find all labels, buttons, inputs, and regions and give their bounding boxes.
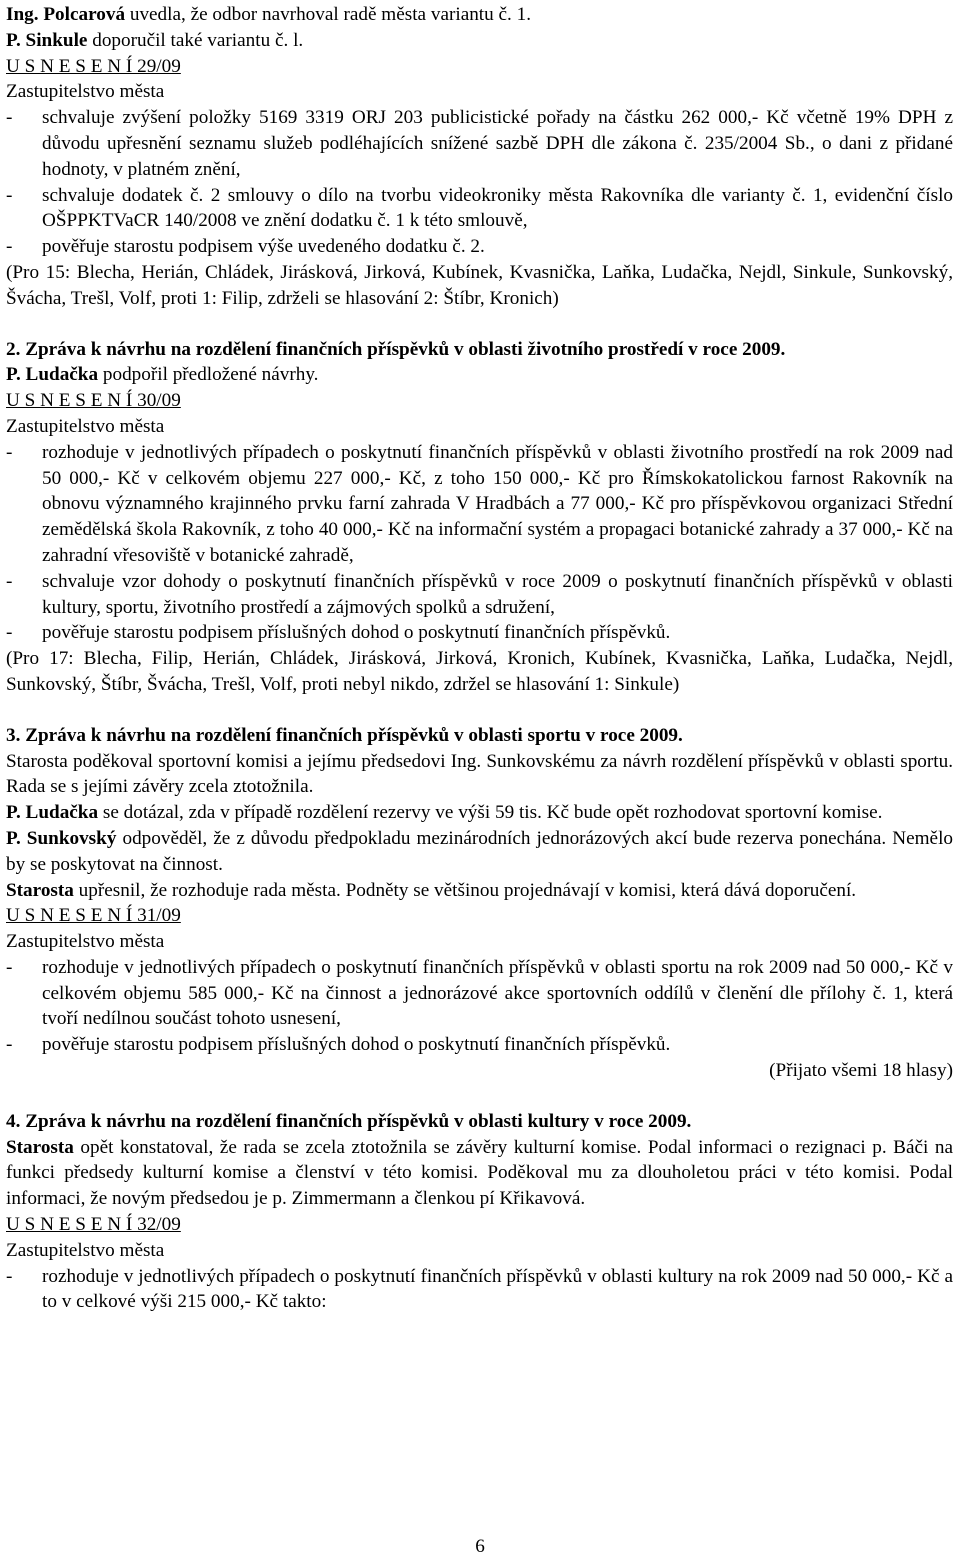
list-item — [6, 955, 953, 1032]
paragraph-text: podpořil předložené návrhy. — [98, 364, 319, 386]
list-item — [6, 234, 953, 260]
paragraph-ludacka — [6, 362, 953, 388]
list-item-text: rozhoduje v jednotlivých případech o poskytnutí finančních příspěvků v oblasti životního prostředí na rok 2009 nad 50 000,- Kč v celkovém objemu 227 000,- Kč, z toho 150 000,- Kč pro Římskokatolickou farnost Rakovník na obnovu významného krajinného prvku farní zahrada V Hradbách a 77 000,- Kč pro příspěvkovou organizaci Střední zemědělská škola Rakovník, z toho 40 000,- Kč na informační systém a propagaci botanické zahrady a 37 000,- Kč na zahradní vřesoviště v botanické zahradě, — [42, 441, 953, 566]
list-dash: - — [6, 441, 13, 463]
resolution-31-council: Zastupitelstvo města — [6, 931, 165, 953]
speaker-name: P. Ludačka — [6, 802, 99, 824]
list-item — [6, 569, 953, 621]
section-2-heading: 2. Zpráva k návrhu na rozdělení finančních příspěvků v oblasti životního prostředí v roce 2009. — [6, 338, 786, 360]
resolution-31-vote: (Přijato všemi 18 hlasy) — [769, 1060, 953, 1082]
paragraph-text: se dotázal, zda v případě rozdělení rezervy ve výši 59 tis. Kč bude opět rozhodovat sportovní komise. — [98, 802, 883, 824]
speaker-name: Starosta — [6, 879, 74, 901]
list-item-text: schvaluje vzor dohody o poskytnutí finančních příspěvků v roce 2009 o poskytnutí finančních příspěvků v oblasti kultury, sportu, životního prostředí a zájmových spolků a sdružení, — [42, 570, 953, 618]
resolution-32-council: Zastupitelstvo města — [6, 1239, 165, 1261]
section-3-heading: 3. Zpráva k návrhu na rozdělení finančních příspěvků v oblasti sportu v roce 2009. — [6, 724, 683, 746]
page-number: 6 — [475, 1536, 485, 1557]
resolution-32-heading: U S N E S E N Í 32/09 — [6, 1214, 181, 1236]
list-dash: - — [6, 622, 13, 644]
paragraph-sunkovsky — [6, 826, 953, 878]
speaker-name: Starosta — [6, 1136, 74, 1158]
list-item-text: schvaluje dodatek č. 2 smlouvy o dílo na tvorbu videokroniky města Rakovníka dle varianty č. 1, evidenční číslo OŠPPKTVaCR 140/2008 ve znění dodatku č. 1 k této smlouvě, — [42, 184, 953, 232]
list-item — [6, 620, 953, 646]
list-dash: - — [6, 107, 13, 129]
speaker-name: P. Sunkovský — [6, 827, 117, 849]
list-dash: - — [6, 1034, 13, 1056]
list-item — [6, 440, 953, 569]
resolution-30-vote: (Pro 17: Blecha, Filip, Herián, Chládek, Jirásková, Jirková, Kronich, Kubínek, Kvasnička, Laňka, Ludačka, Nejdl, Sunkovský, Štíbr, Švácha, Trešl, Volf, proti nebyl nikdo, zdržel se hlasování 1: Sinkule) — [6, 648, 953, 695]
paragraph-ludacka — [6, 800, 953, 826]
list-item-text: pověřuje starostu podpisem příslušných dohod o poskytnutí finančních příspěvků. — [42, 622, 671, 644]
resolution-31-heading: U S N E S E N Í 31/09 — [6, 905, 181, 927]
list-item — [6, 105, 953, 182]
list-item-text: pověřuje starostu podpisem příslušných dohod o poskytnutí finančních příspěvků. — [42, 1034, 671, 1056]
paragraph-starosta: Starosta poděkoval sportovní komisi a jejímu předsedovi Ing. Sunkovskému za návrh rozdělení příspěvků v oblasti sportu. Rada se s jejími závěry zcela ztotožnila. — [6, 750, 953, 798]
resolution-30-council: Zastupitelstvo města — [6, 415, 165, 437]
resolution-30-heading: U S N E S E N Í 30/09 — [6, 390, 181, 412]
speaker-name: P. Ludačka — [6, 364, 99, 386]
resolution-29-council: Zastupitelstvo města — [6, 81, 165, 103]
list-item-text: rozhoduje v jednotlivých případech o poskytnutí finančních příspěvků v oblasti kultury na rok 2009 nad 50 000,- Kč a to v celkové výši 215 000,- Kč takto: — [42, 1265, 953, 1313]
list-item-text: schvaluje zvýšení položky 5169 3319 ORJ 203 publicistické pořady na částku 262 000,- Kč včetně 19% DPH z důvodu upřesnění seznamu služeb podléhajících snížené sazbě DPH dle zákona č. 235/2004 Sb., o dani z přidané hodnoty, v platném znění, — [42, 107, 953, 180]
list-dash: - — [6, 236, 13, 258]
paragraph-starosta-2 — [6, 878, 953, 904]
list-dash: - — [6, 570, 13, 592]
list-item — [6, 1032, 953, 1058]
paragraph-text: doporučil také variantu č. l. — [87, 29, 304, 51]
list-item — [6, 1264, 953, 1316]
resolution-29-heading: U S N E S E N Í 29/09 — [6, 55, 181, 77]
section-4-heading: 4. Zpráva k návrhu na rozdělení finančních příspěvků v oblasti kultury v roce 2009. — [6, 1110, 692, 1132]
paragraph-starosta-3 — [6, 1135, 953, 1212]
paragraph-text: opět konstatoval, že rada se zcela ztotožnila se závěry kulturní komise. Podal informaci o rezignaci p. Báči na funkci předsedy kulturní komise a členství v této komisi. Poděkoval mu za dlouholetou práci v této komisi. Podal informaci, že novým předsedou je p. Zimmermann a členkou pí Křikavová. — [6, 1136, 953, 1210]
list-item — [6, 183, 953, 235]
list-dash: - — [6, 1265, 13, 1287]
list-dash: - — [6, 184, 13, 206]
list-item-text: rozhoduje v jednotlivých případech o poskytnutí finančních příspěvků v oblasti sportu na rok 2009 nad 50 000,- Kč v celkovém objemu 585 000,- Kč na činnost a jednorázové akce sportovních oddílů v členění dle přílohy č. 1, která tvoří nedílnou součást tohoto usnesení, — [42, 956, 953, 1030]
speaker-name: Ing. Polcarová — [6, 4, 126, 25]
paragraph-text: odpověděl, že z důvodu předpokladu mezinárodních jednorázových akcí bude rezerva ponechána. Nemělo by se poskytovat na činnost. — [6, 827, 954, 875]
speaker-name: P. Sinkule — [6, 29, 88, 51]
paragraph-text: uvedla, že odbor navrhoval radě města variantu č. 1. — [125, 4, 532, 25]
list-dash: - — [6, 956, 13, 978]
paragraph-polcarova — [6, 2, 953, 28]
resolution-29-vote: (Pro 15: Blecha, Herián, Chládek, Jirásková, Jirková, Kubínek, Kvasnička, Laňka, Ludačka, Nejdl, Sinkule, Sunkovský, Švácha, Trešl, Volf, proti 1: Filip, zdrželi se hlasování 2: Štíbr, Kronich) — [6, 261, 953, 309]
paragraph-sinkule — [6, 28, 953, 54]
list-item-text: pověřuje starostu podpisem výše uvedeného dodatku č. 2. — [42, 236, 485, 258]
paragraph-text: upřesnil, že rozhoduje rada města. Podněty se většinou projednávají v komisi, která dává doporučení. — [73, 879, 857, 901]
